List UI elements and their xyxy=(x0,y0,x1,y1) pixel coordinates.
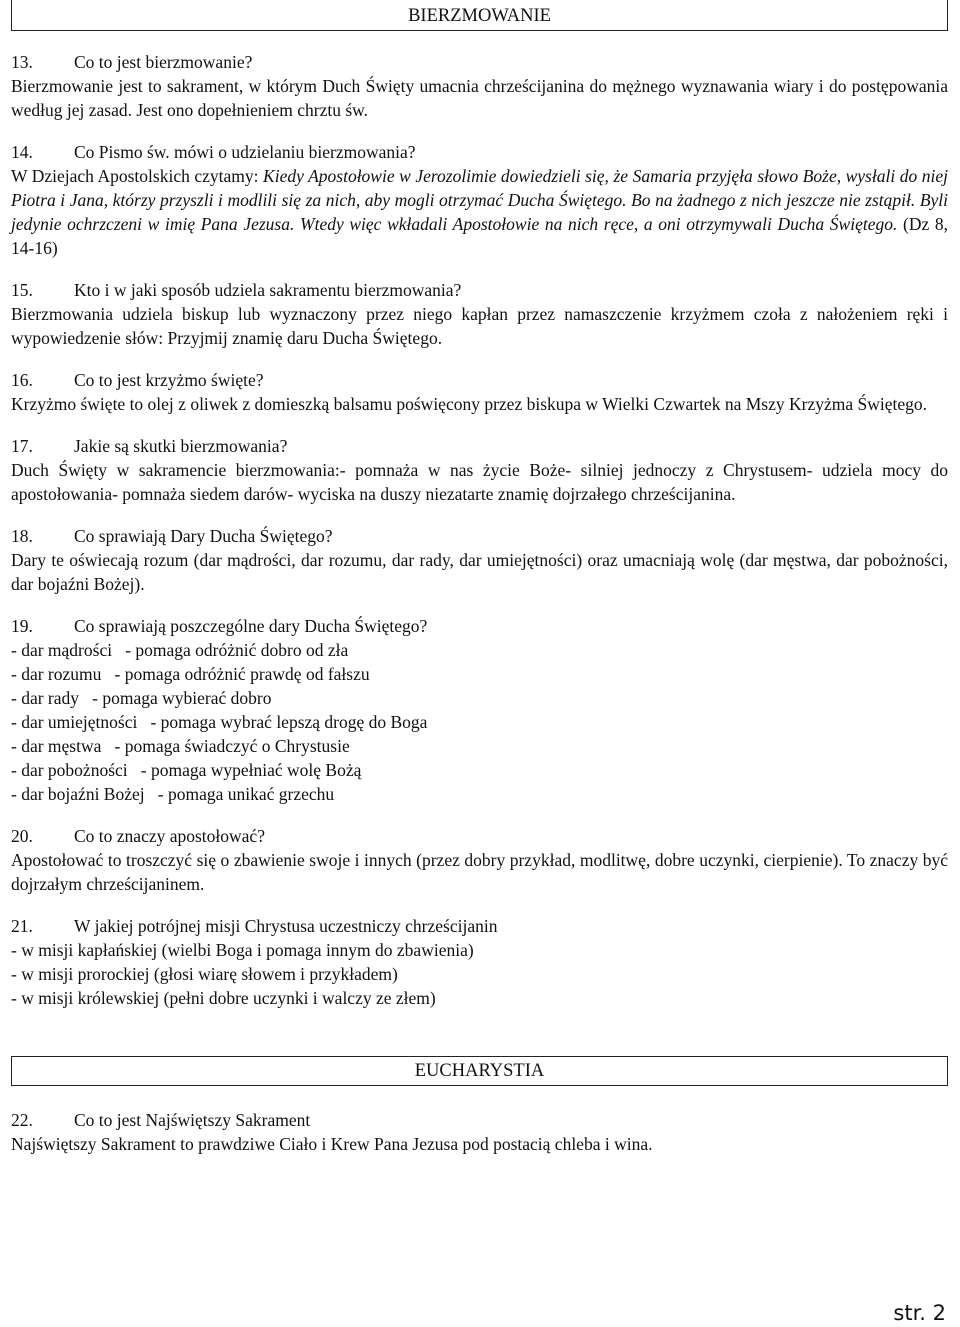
question-number: 21. xyxy=(11,916,33,936)
question-number: 19. xyxy=(11,616,33,636)
question-text: Co to jest krzyżmo święte? xyxy=(74,370,264,390)
question-16 xyxy=(11,368,948,392)
list-item: - dar bojaźni Bożej - pomaga unikać grzechu xyxy=(11,784,335,804)
question-text: Jakie są skutki bierzmowania? xyxy=(74,436,288,456)
question-number: 15. xyxy=(11,280,33,300)
answer-intro: W Dziejach Apostolskich czytamy: xyxy=(11,166,264,186)
section-title-bierzmowanie: BIERZMOWANIE xyxy=(11,0,948,31)
question-21 xyxy=(11,914,948,938)
list-item: - w misji królewskiej (pełni dobre uczynki i walczy ze złem) xyxy=(11,988,436,1008)
question-number: 17. xyxy=(11,436,33,456)
question-text: W jakiej potrójnej misji Chrystusa uczestniczy chrześcijanin xyxy=(74,916,498,936)
question-text: Co Pismo św. mówi o udzielaniu bierzmowania? xyxy=(74,142,416,162)
answer-13: Bierzmowanie jest to sakrament, w którym Duch Święty umacnia chrześcijanina do mężnego wyznawania wiary i do postępowania według jej zasad. Jest ono dopełnieniem chrztu św. xyxy=(11,76,948,120)
question-15 xyxy=(11,278,948,302)
list-item: - dar pobożności - pomaga wypełniać wolę Bożą xyxy=(11,760,362,780)
question-18 xyxy=(11,524,948,548)
question-number: 22. xyxy=(11,1110,33,1130)
question-13 xyxy=(11,50,948,74)
mission-list xyxy=(11,938,948,1010)
question-20 xyxy=(11,824,948,848)
answer-22: Najświętszy Sakrament to prawdziwe Ciało i Krew Pana Jezusa pod postacią chleba i wina. xyxy=(11,1134,653,1154)
question-text: Co to jest Najświętszy Sakrament xyxy=(74,1110,311,1130)
question-text: Co to jest bierzmowanie? xyxy=(74,52,253,72)
list-item: - dar umiejętności - pomaga wybrać lepszą drogę do Boga xyxy=(11,712,428,732)
document-page xyxy=(11,0,948,1156)
question-number: 16. xyxy=(11,370,33,390)
question-number: 13. xyxy=(11,52,33,72)
question-22 xyxy=(11,1108,948,1132)
list-item: - w misji kapłańskiej (wielbi Boga i pomaga innym do zbawienia) xyxy=(11,940,474,960)
question-17 xyxy=(11,434,948,458)
list-item: - dar rozumu - pomaga odróżnić prawdę od fałszu xyxy=(11,664,370,684)
gifts-list xyxy=(11,638,948,806)
answer-17: Duch Święty w sakramencie bierzmowania:- pomnaża w nas życie Boże- silniej jednoczy z Chrystusem- udziela mocy do apostołowania- pomnaża siedem darów- wyciska na duszy niezatarte znamię dojrzałego chrześcijanina. xyxy=(11,460,948,504)
answer-16: Krzyżmo święte to olej z oliwek z domieszką balsamu poświęcony przez biskupa w Wielki Czwartek na Mszy Krzyżma Świętego. xyxy=(11,394,927,414)
answer-15: Bierzmowania udziela biskup lub wyznaczony przez niego kapłan przez namaszczenie krzyżmem czoła z nałożeniem ręki i wypowiedzenie słów: Przyjmij znamię daru Ducha Świętego. xyxy=(11,304,948,348)
answer-20: Apostołować to troszczyć się o zbawienie swoje i innych (przez dobry przykład, modlitwę, dobre uczynki, cierpienie). To znaczy być dojrzałym chrześcijaninem. xyxy=(11,850,948,894)
question-text: Co sprawiają Dary Ducha Świętego? xyxy=(74,526,333,546)
scripture-quote: Kiedy Apostołowie w Jerozolimie dowiedzieli się, że Samaria przyjęła słowo Boże, wysłali do niej Piotra i Jana, którzy przyszli i modlili się za nich, aby mogli otrzymać Ducha Świętego. Bo na żadnego z nich jeszcze nie zstąpił. Byli jedynie ochrzczeni w imię Pana Jezusa. Wtedy więc wkładali Apostołowie na nich ręce, a oni otrzymywali Ducha Świętego. xyxy=(11,166,949,234)
list-item: - dar męstwa - pomaga świadczyć o Chrystusie xyxy=(11,736,350,756)
answer-18: Dary te oświecają rozum (dar mądrości, dar rozumu, dar rady, dar umiejętności) oraz umacniają wolę (dar męstwa, dar pobożności, dar bojaźni Bożej). xyxy=(11,550,948,594)
question-text: Kto i w jaki sposób udziela sakramentu bierzmowania? xyxy=(74,280,462,300)
scripture-reference: (Dz 8, 14-16) xyxy=(11,214,949,258)
page-number: str. 2 xyxy=(893,1301,946,1325)
question-number: 20. xyxy=(11,826,33,846)
answer-14 xyxy=(11,164,948,260)
section-title-eucharystia: EUCHARYSTIA xyxy=(11,1056,948,1086)
question-14 xyxy=(11,140,948,164)
list-item: - dar rady - pomaga wybierać dobro xyxy=(11,688,272,708)
question-19 xyxy=(11,614,948,638)
list-item: - dar mądrości - pomaga odróżnić dobro od zła xyxy=(11,640,349,660)
list-item: - w misji prorockiej (głosi wiarę słowem i przykładem) xyxy=(11,964,398,984)
question-number: 18. xyxy=(11,526,33,546)
question-text: Co sprawiają poszczególne dary Ducha Świętego? xyxy=(74,616,428,636)
question-number: 14. xyxy=(11,142,33,162)
question-text: Co to znaczy apostołować? xyxy=(74,826,265,846)
